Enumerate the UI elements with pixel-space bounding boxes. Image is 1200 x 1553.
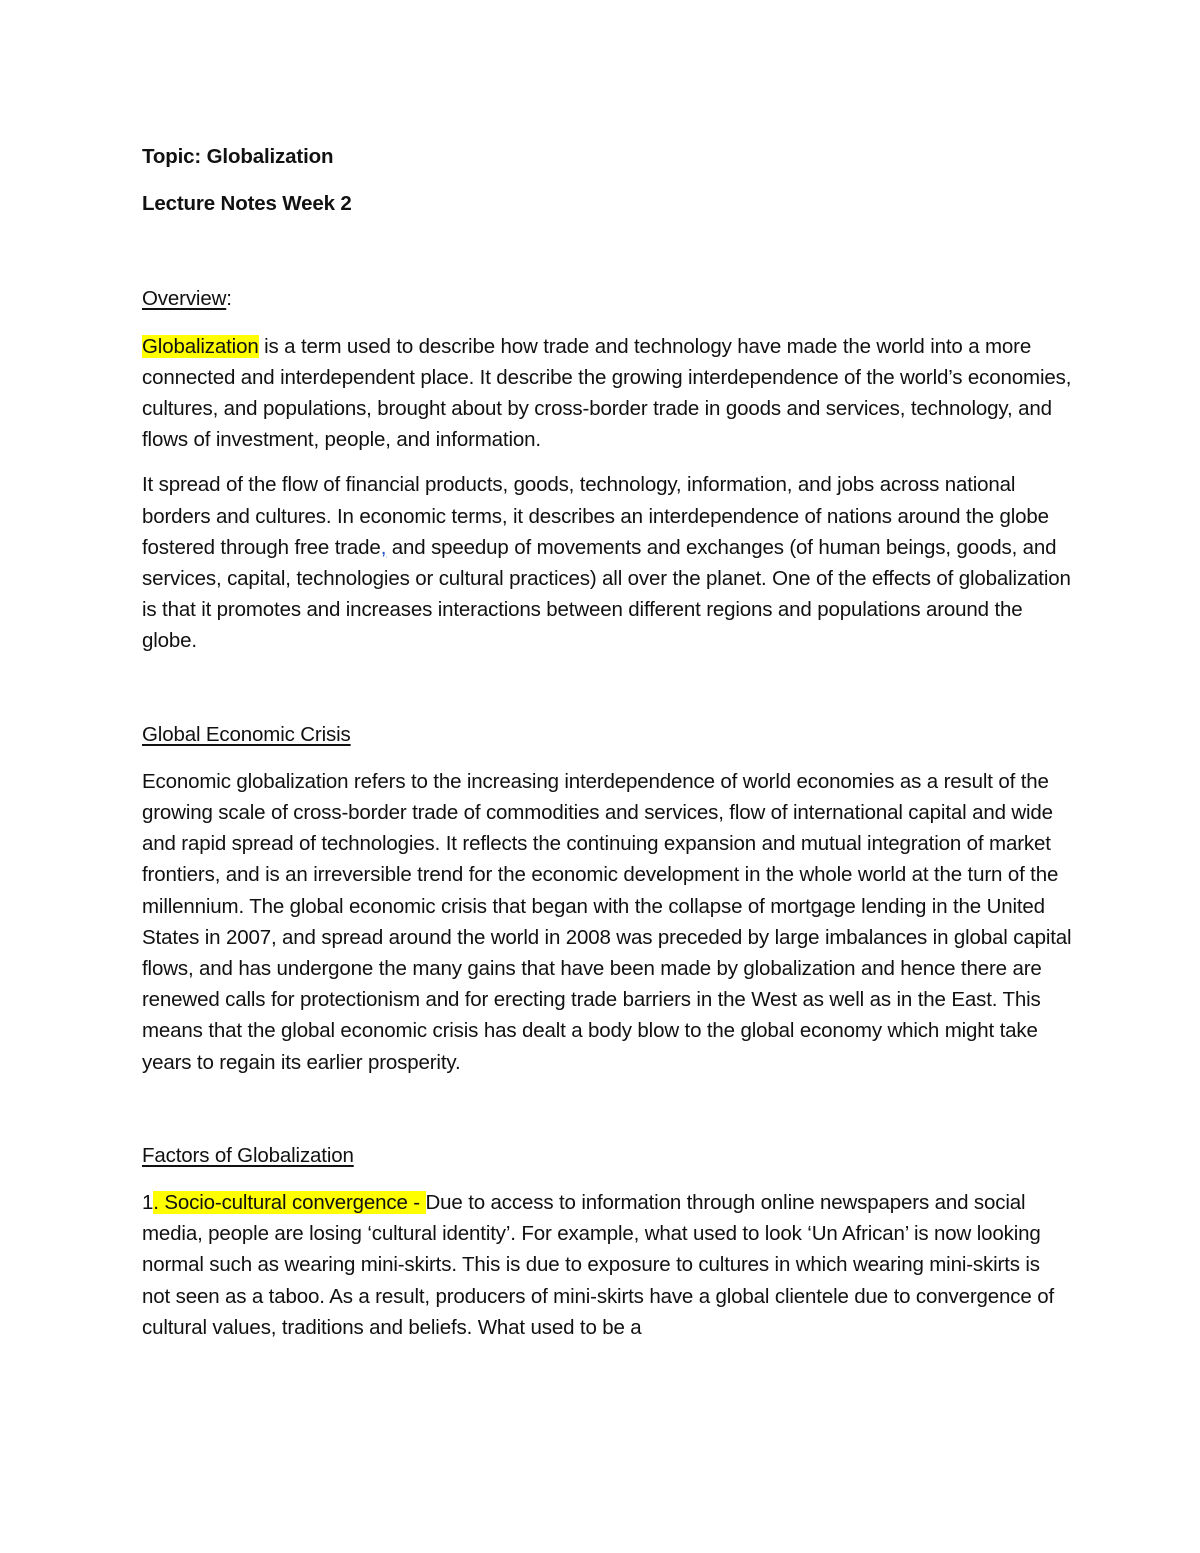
overview-paragraph-1-text: is a term used to describe how trade and technology have made the world into a more connected and interdependent place. It describe the growing interdependence of the world’s economies, cultures, and populations, brought about by cross-border trade in goods and services, technology, and flows of investment, people, and information.	[142, 334, 1072, 452]
overview-paragraph-2	[142, 469, 1072, 656]
overview-paragraph-2-text-b: and speedup of movements and exchanges (of human beings, goods, and services, capital, technologies or cultural practices) all over the planet. One of the effects of globalization is that it promotes and increases interactions between different regions and populations around the globe.	[142, 535, 1071, 653]
document-title: Topic: Globalization	[142, 145, 334, 168]
overview-paragraph-2-text-a: It spread of the flow of financial products, goods, technology, information, and jobs across national borders and cultures. In economic terms, it describes an interdependence of nations around the globe fostered through free trade	[142, 473, 1049, 559]
overview-heading-colon: :	[226, 287, 232, 311]
comment-marked-comma: ,	[380, 535, 387, 559]
crisis-paragraph: Economic globalization refers to the increasing interdependence of world economies as a result of the growing scale of cross-border trade of commodities and services, flow of international capital and wide and rapid spread of technologies. It reflects the continuing expansion and mutual integration of market frontiers, and is an irreversible trend for the economic development in the whole world at the turn of the millennium. The global economic crisis that began with the collapse of mortgage lending in the United States in 2007, and spread around the world in 2008 was preceded by large imbalances in global capital flows, and has undergone the many gains that have been made by globalization and hence there are renewed calls for protectionism and for erecting trade barriers in the West as well as in the East. This means that the global economic crisis has dealt a body blow to the global economy which might take years to regain its earlier prosperity.	[142, 769, 1072, 1074]
factor-item-1-highlight: . Socio-cultural convergence -	[153, 1191, 426, 1215]
factor-item-1	[142, 1187, 1072, 1343]
document-body	[142, 141, 1072, 1357]
factor-item-1-number: 1	[142, 1191, 154, 1215]
factors-heading: Factors of Globalization	[142, 1143, 354, 1167]
factor-item-1-text: Due to access to information through online newspapers and social media, people are losing ‘cultural identity’. For example, what used to look ‘Un African’ is now looking normal such as wearing mini-skirts. This is due to exposure to cultures in which wearing mini-skirts is not seen as a taboo. As a result, producers of mini-skirts have a global clientele due to convergence of cultural values, traditions and beliefs. What used to be a	[142, 1191, 1054, 1339]
factors-heading-line	[142, 1140, 1072, 1171]
crisis-heading-line	[142, 719, 1072, 750]
overview-heading: Overview	[142, 287, 227, 311]
overview-paragraph-1	[142, 331, 1072, 456]
document-subtitle: Lecture Notes Week 2	[142, 192, 352, 216]
globalization-highlight: Globalization	[142, 334, 259, 358]
crisis-heading: Global Economic Crisis	[142, 722, 351, 746]
overview-heading-line	[142, 283, 1072, 314]
